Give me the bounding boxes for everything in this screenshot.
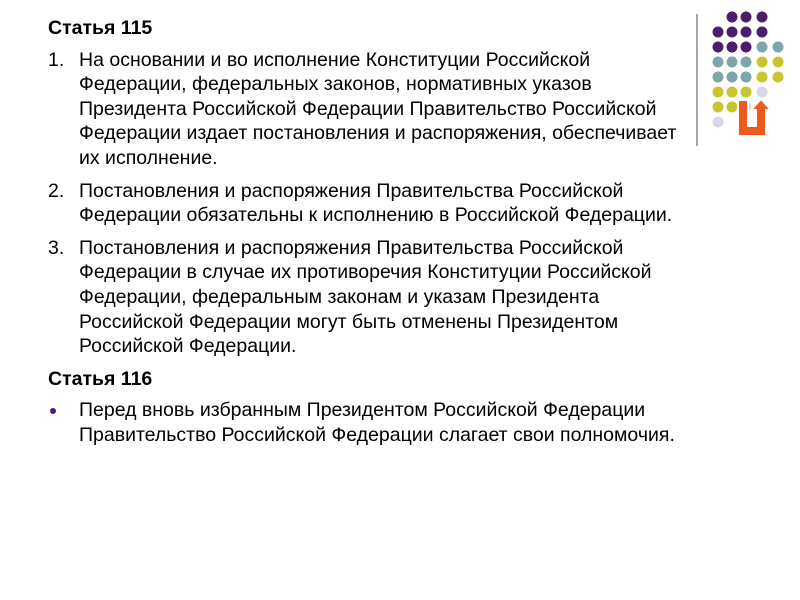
article-116-heading: Статья 116 [48, 367, 153, 390]
decor-dot [757, 12, 768, 23]
bullet-dot-icon [50, 408, 56, 414]
item-number: 3. [48, 236, 65, 259]
item-text: Постановления и распоряжения Правительства Российской Федерации в случае их противоречия Конституции Российской Федерации, федеральным законам и указам Президента Российской Федерации могут быть отменены Президентом Российской Федерации. [79, 236, 652, 358]
item-number: 1. [48, 48, 65, 71]
decor-dot [727, 57, 738, 68]
decor-dot [741, 12, 752, 23]
decor-dot [713, 57, 724, 68]
decor-dot [741, 72, 752, 83]
decor-dot [741, 42, 752, 53]
return-arrow-shape [738, 99, 771, 136]
decor-dot [727, 27, 738, 38]
decor-dot [713, 87, 724, 98]
item-text: Перед вновь избранным Президентом Российской Федерации Правительство Российской Федерации слагает свои полномочия. [79, 399, 675, 446]
decor-dot [757, 42, 768, 53]
decor-dot [713, 72, 724, 83]
article-115-item-2 [48, 179, 698, 228]
decor-dot [713, 102, 724, 113]
article-115-heading: Статья 115 [48, 17, 153, 39]
item-number: 2. [48, 179, 65, 202]
article-115-item-3 [48, 236, 698, 359]
decor-dot [773, 57, 784, 68]
decor-dot [757, 72, 768, 83]
decor-dot [757, 27, 768, 38]
decor-dot [757, 57, 768, 68]
decor-dot [713, 117, 724, 128]
item-text: На основании и во исполнение Конституции Российской Федерации, федеральных законов, нормативных указов Президента Российской Федерации Правительство Российской Федерации издает постановления и распоряжения, обеспечивает их исполнение. [79, 48, 677, 169]
decor-dot [727, 42, 738, 53]
decor-dot [741, 27, 752, 38]
item-text: Постановления и распоряжения Правительства Российской Федерации обязательны к исполнению в Российской Федерации. [79, 179, 673, 227]
decorative-dot-grid [0, 0, 800, 160]
decor-dot [713, 42, 724, 53]
decor-dot [741, 57, 752, 68]
decor-dot [773, 42, 784, 53]
decor-dot [727, 12, 738, 23]
decor-dot [713, 27, 724, 38]
decor-dot [773, 72, 784, 83]
article-116-bullet-item [48, 398, 698, 447]
return-arrow-icon[interactable] [734, 96, 774, 142]
decor-dot [727, 72, 738, 83]
